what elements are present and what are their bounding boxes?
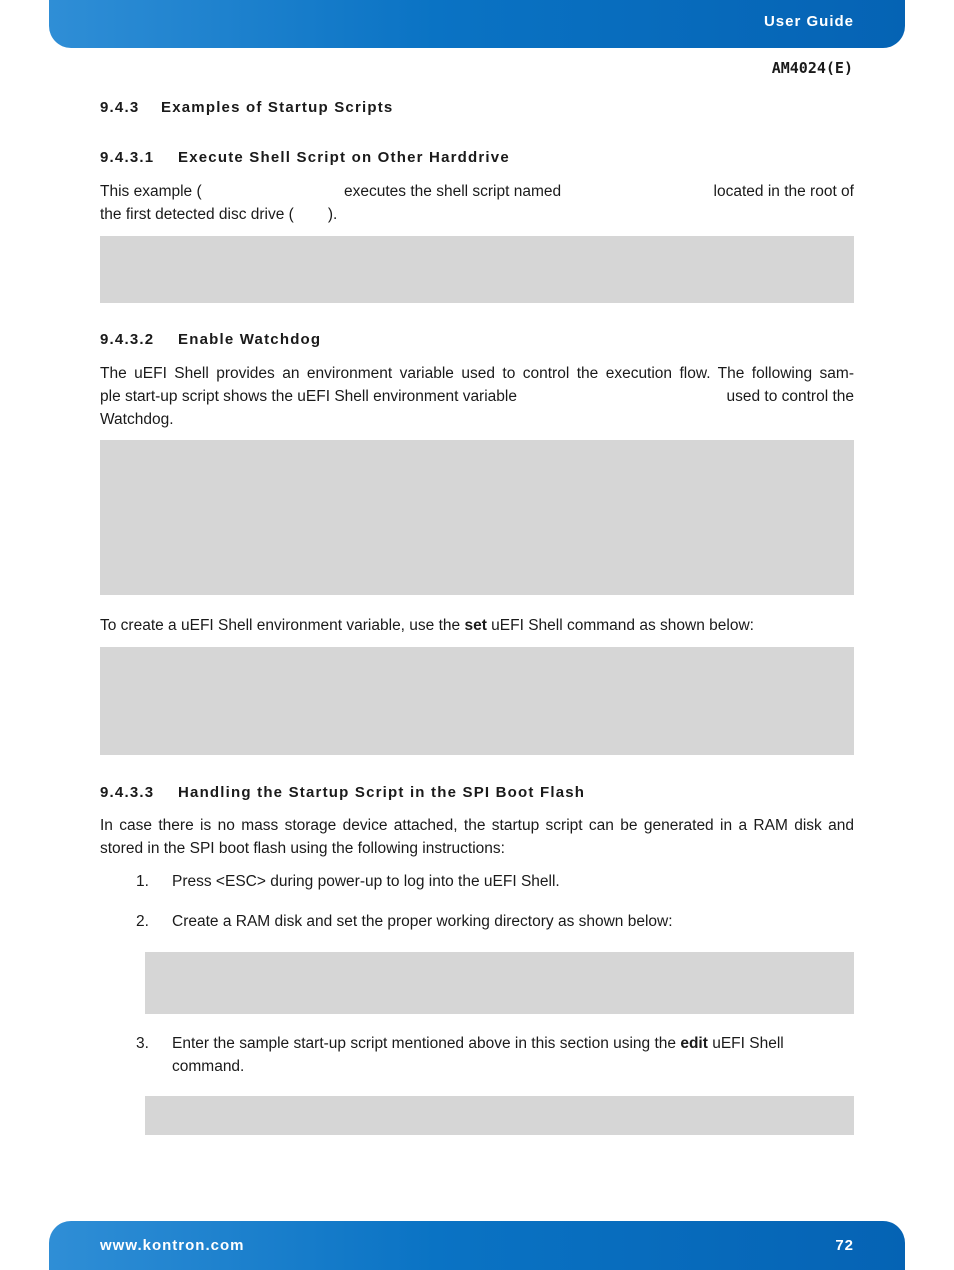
section-heading-9-4-3-1	[100, 149, 510, 166]
command-set: set	[464, 617, 487, 634]
text-fragment: ).	[327, 206, 338, 223]
section-title: Execute Shell Script on Other Harddrive	[178, 149, 510, 166]
code-block-shell-script	[100, 236, 854, 303]
list-number: 2.	[136, 913, 149, 930]
text-fragment: To create a uEFI Shell environment variable, use the	[100, 617, 461, 634]
section-heading-9-4-3-3	[100, 784, 585, 801]
section-number: 9.4.3.2	[100, 331, 155, 348]
list-text: Create a RAM disk and set the proper working directory as shown below:	[172, 913, 673, 930]
text-fragment: Enter the sample start-up script mentioned above in this section using the	[172, 1035, 677, 1052]
text-line: The uEFI Shell provides an environment variable used to control the execution flow. The following sam-	[100, 365, 854, 382]
section-number: 9.4.3	[100, 99, 140, 116]
list-text	[172, 1032, 856, 1078]
section-heading-9-4-3-2	[100, 331, 321, 348]
text-fragment: located in the root of	[713, 183, 854, 200]
code-block-edit	[145, 1096, 854, 1135]
text-fragment: used to control the	[726, 388, 854, 405]
code-block-set-variable	[100, 647, 854, 755]
paragraph-set-command	[100, 614, 854, 637]
paragraph-watchdog	[100, 362, 854, 431]
text-fragment: ple start-up script shows the uEFI Shell environment variable	[100, 388, 517, 405]
product-name: AM4024(E)	[771, 59, 853, 77]
header-band	[49, 0, 905, 48]
document-type: User Guide	[763, 13, 854, 30]
list-number: 3.	[136, 1035, 149, 1052]
text-line: Watchdog.	[100, 411, 174, 428]
page-number: 72	[835, 1237, 854, 1254]
text-fragment: executes the shell script named	[344, 183, 562, 200]
footer-url[interactable]: www.kontron.com	[100, 1237, 245, 1254]
paragraph-spi-flash: In case there is no mass storage device attached, the startup script can be generated in a RAM disk and stored in the SPI boot flash using the following instructions:	[100, 817, 854, 857]
text-fragment: uEFI Shell command as shown below:	[491, 617, 754, 634]
text-fragment: uEFI Shell command.	[172, 1035, 784, 1075]
section-title: Enable Watchdog	[178, 331, 322, 348]
section-title: Handling the Startup Script in the SPI Boot Flash	[178, 784, 586, 801]
section-title: Examples of Startup Scripts	[161, 99, 394, 116]
code-block-ram-disk	[145, 952, 854, 1014]
list-number: 1.	[136, 873, 149, 890]
paragraph-shell-script	[100, 180, 854, 226]
list-text: Press <ESC> during power-up to log into the uEFI Shell.	[172, 873, 560, 890]
text-fragment: the first detected disc drive (	[100, 206, 294, 223]
text-fragment: This example (	[100, 183, 202, 200]
section-number: 9.4.3.3	[100, 784, 155, 801]
code-block-watchdog-script	[100, 440, 854, 595]
section-heading-9-4-3	[100, 99, 393, 116]
footer-band	[49, 1221, 905, 1270]
section-number: 9.4.3.1	[100, 149, 155, 166]
command-edit: edit	[680, 1035, 708, 1052]
